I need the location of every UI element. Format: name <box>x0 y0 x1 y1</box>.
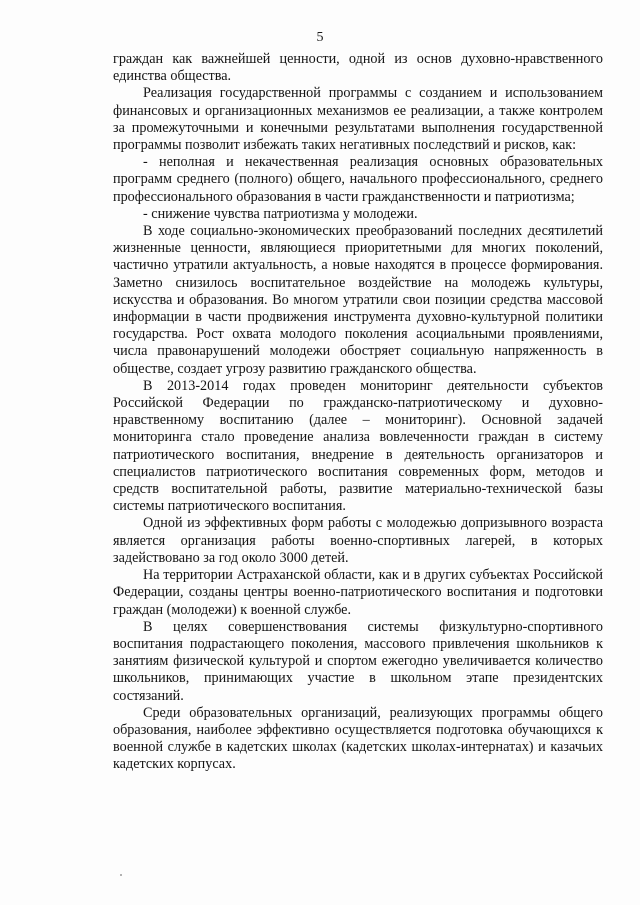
paragraph-7: В целях совершенствования системы физкультурно-спортивного воспитания подрастающего поколения, массового привлечения школьников к занятиям физической культурой и спортом ежегодно увеличивается количество школьников, принимающих участие в школьном этапе президентских состязаний. <box>113 618 603 704</box>
scan-speck <box>120 874 122 876</box>
paragraph-8: Среди образовательных организаций, реализующих программы общего образования, наиболее эффективно осуществляется подготовка обучающихся к военной службе в кадетских школах (кадетских школах-интернатах) и казачьих кадетских корпусах. <box>113 704 603 773</box>
paragraph-3: В ходе социально-экономических преобразований последних десятилетий жизненные ценности, являющиеся приоритетными для многих поколений, частично утратили актуальность, а новые находятся в процессе формирования. Заметно снизилось воспитательное воздействие на молодежь культуры, искусства и образования. Во многом утратили свои позиции средства массовой информации в части продвижения инструмента духовно-культурной политики государства. Рост охвата молодого поколения асоциальными проявлениями, числа правонарушений молодежи обостряет социальную напряженность в обществе, создает угрозу развитию гражданского общества. <box>113 223 603 377</box>
body-text <box>113 51 603 774</box>
paragraph-6: На территории Астраханской области, как и в других субъектах Российской Федерации, созданы центры военно-патриотического воспитания и подготовки граждан (молодежи) к военной службе. <box>113 567 603 618</box>
paragraph-4: В 2013-2014 годах проведен мониторинг деятельности субъектов Российской Федерации по гражданско-патриотическому и духовно-нравственному воспитанию (далее – мониторинг). Основной задачей мониторинга стало проведение анализа вовлеченности граждан в систему патриотического воспитания, внедрение в деятельность организаторов и специалистов патриотического воспитания современных форм, методов и средств воспитательной работы, развитие материально-технической базы системы патриотического воспитания. <box>113 377 603 515</box>
paragraph-1: граждан как важнейшей ценности, одной из основ духовно-нравственного единства общества. <box>113 51 603 85</box>
list-item-2: - снижение чувства патриотизма у молодежи. <box>143 205 418 222</box>
paragraph-5: Одной из эффективных форм работы с молодежью допризывного возраста является организация работы военно-спортивных лагерей, в которых задействовано за год около 3000 детей. <box>113 515 603 566</box>
list-item-1: - неполная и некачественная реализация основных образовательных программ среднего (полного) общего, начального профессионального, среднего профессионального образования в части гражданственности и патриотизма; <box>113 154 603 205</box>
paragraph-2: Реализация государственной программы с созданием и использованием финансовых и организационных механизмов ее реализации, а также контролем за промежуточными и конечными результатами выполнения государственной программы позволит избежать таких негативных последствий и рисков, как: <box>113 85 603 154</box>
page-number: 5 <box>316 30 324 45</box>
